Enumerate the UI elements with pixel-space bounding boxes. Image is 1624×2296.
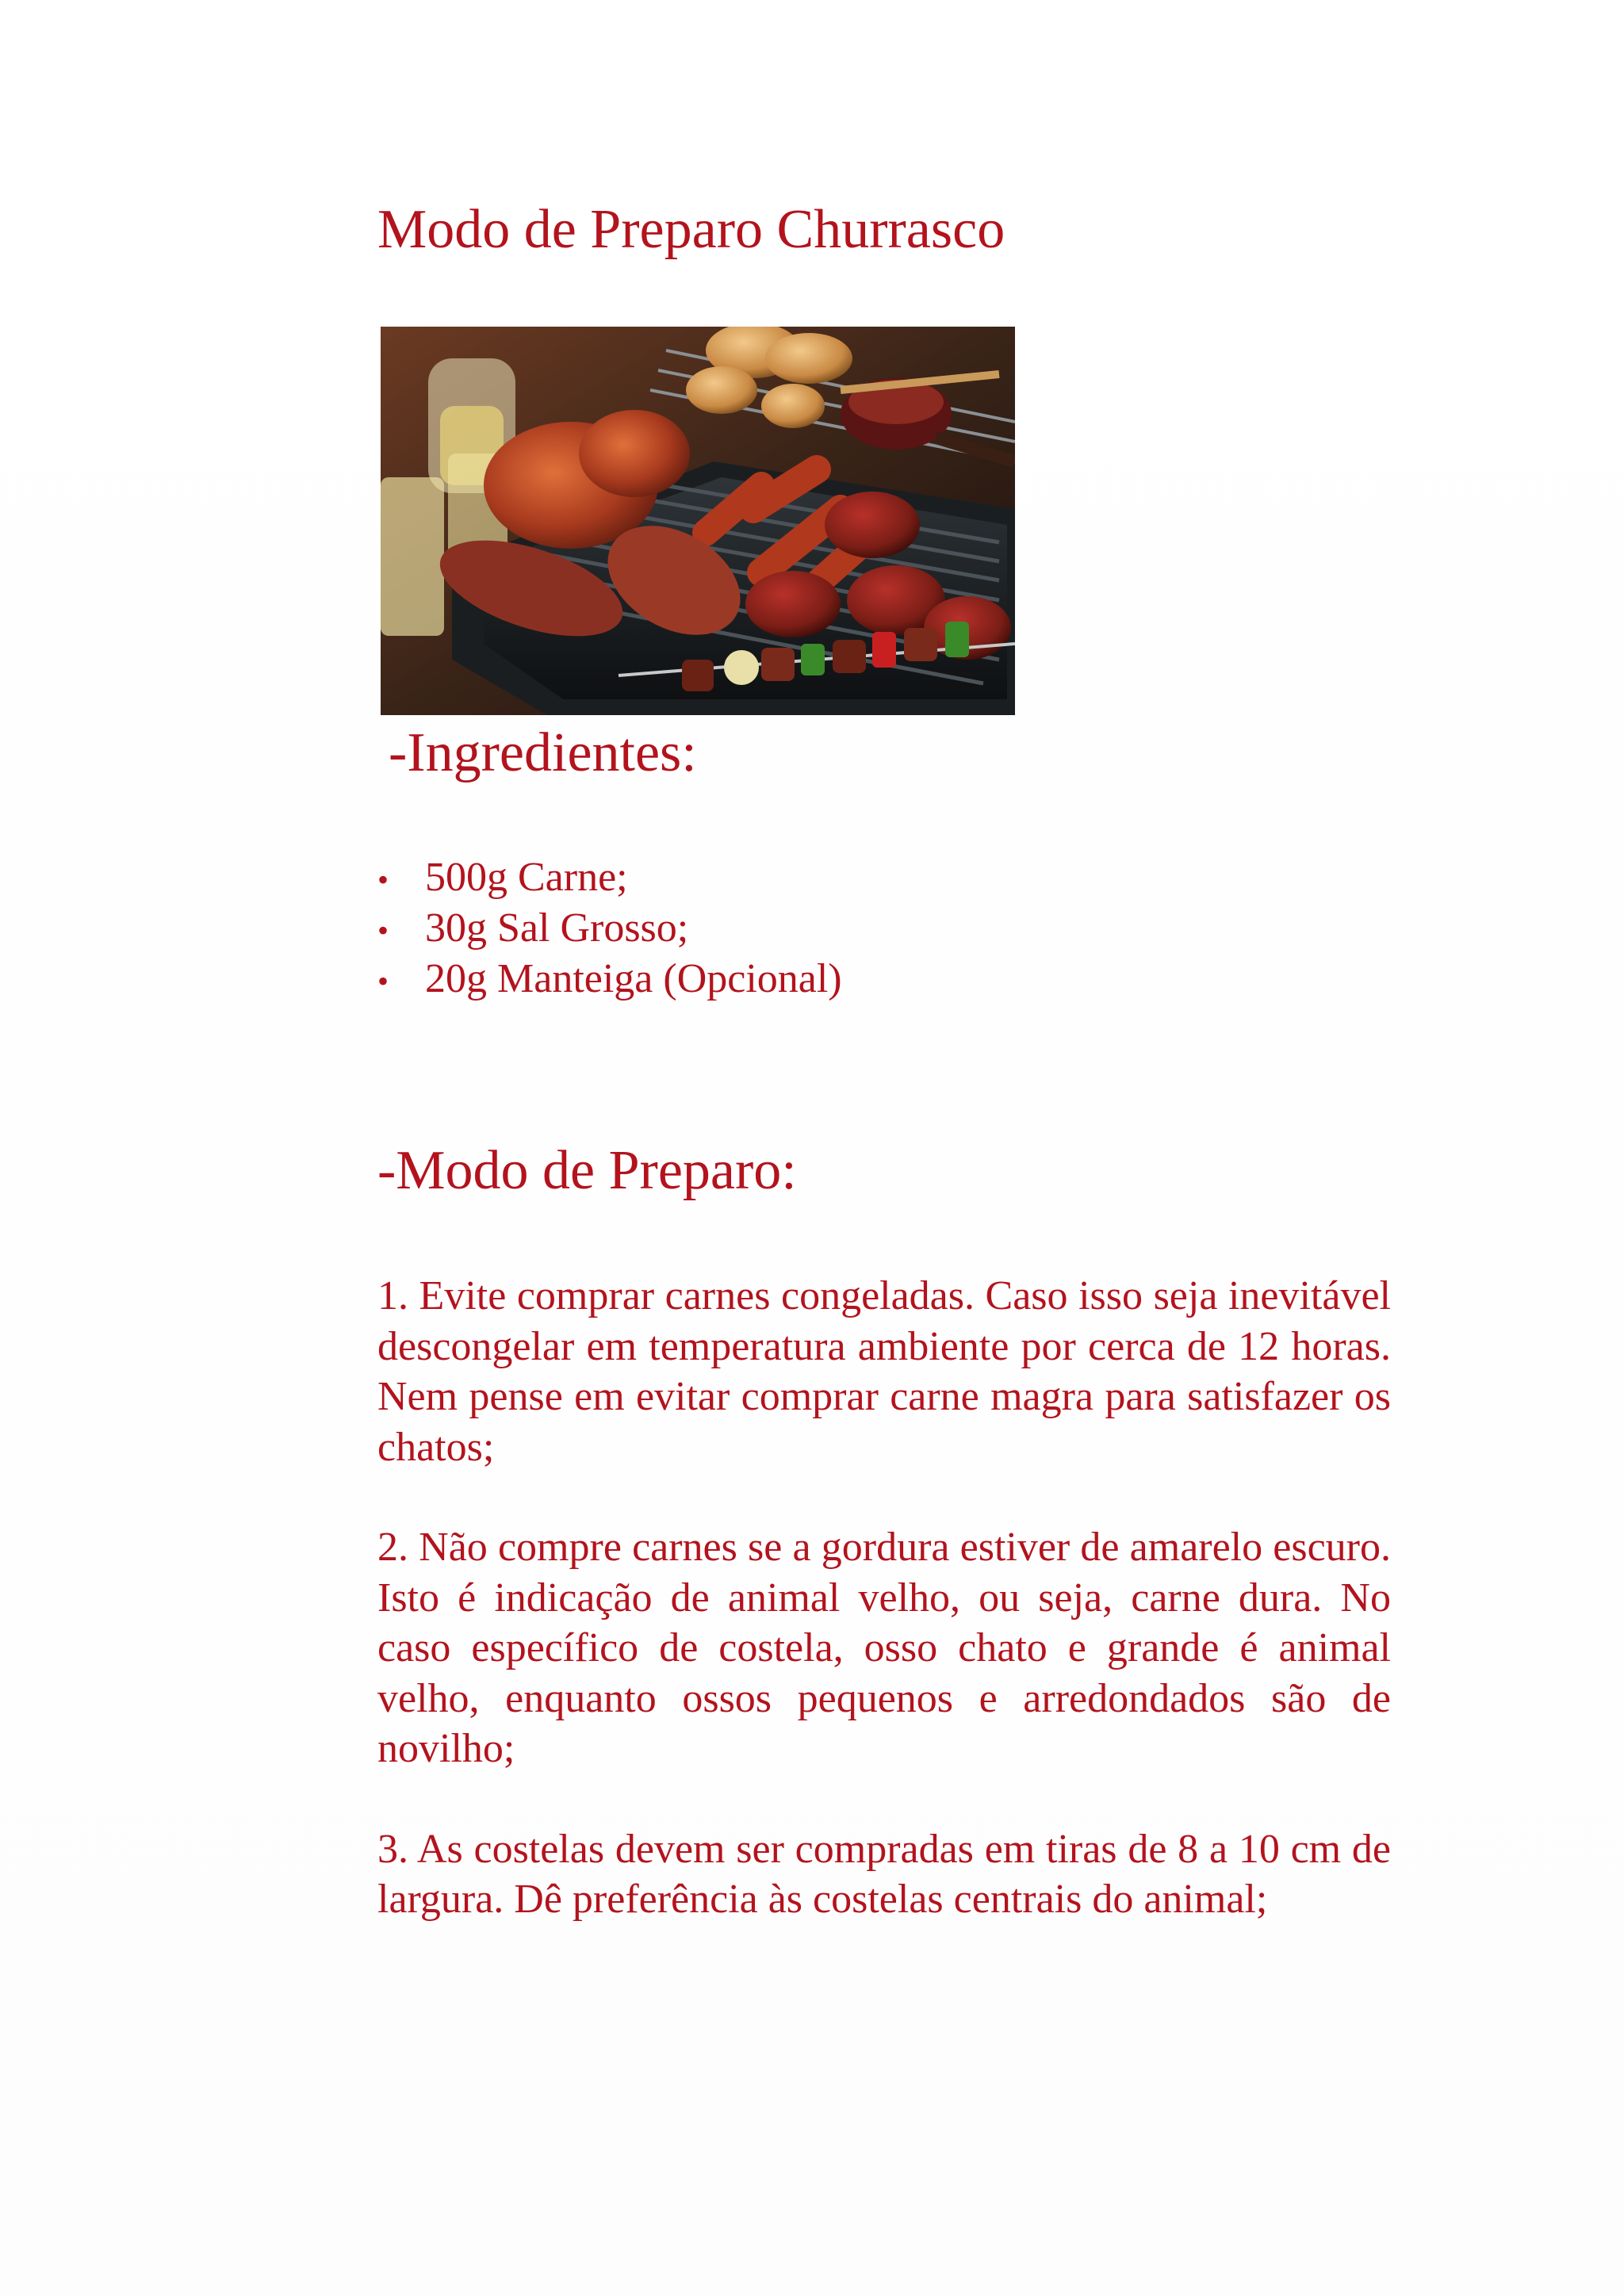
barbecue-photo [381, 327, 1015, 715]
ingredients-heading: -Ingredientes: [389, 722, 697, 783]
bullet-icon: • [377, 862, 389, 897]
list-item [377, 903, 842, 954]
ingredient-text: 500g Carne; [425, 855, 628, 900]
page-title: Modo de Preparo Churrasco [377, 199, 1005, 260]
bullet-icon: • [377, 963, 389, 999]
list-item [377, 954, 842, 1004]
preparo-heading: -Modo de Preparo: [377, 1140, 797, 1201]
ingredient-text: 20g Manteiga (Opcional) [425, 956, 842, 1001]
step-paragraph: 1. Evite comprar carnes congeladas. Caso isso seja inevitável descongelar em temperatura ambiente por cerca de 12 horas. Nem pense em evitar comprar carne magra para satisfazer os chatos; [377, 1273, 1391, 1470]
list-item [377, 852, 842, 903]
step-paragraph: 3. As costelas devem ser compradas em tiras de 8 a 10 cm de largura. Dê preferência às costelas centrais do animal; [377, 1826, 1391, 1922]
ingredients-list [377, 852, 842, 1004]
bullet-icon: • [377, 913, 389, 948]
ingredient-text: 30g Sal Grosso; [425, 905, 689, 951]
steps-list [377, 1271, 1391, 1975]
step-paragraph: 2. Não compre carnes se a gordura estiver de amarelo escuro. Isto é indicação de animal velho, ou seja, carne dura. No caso específico de costela, osso chato e grande é animal velho, enquanto ossos pequenos e arredondados são de novilho; [377, 1525, 1391, 1771]
